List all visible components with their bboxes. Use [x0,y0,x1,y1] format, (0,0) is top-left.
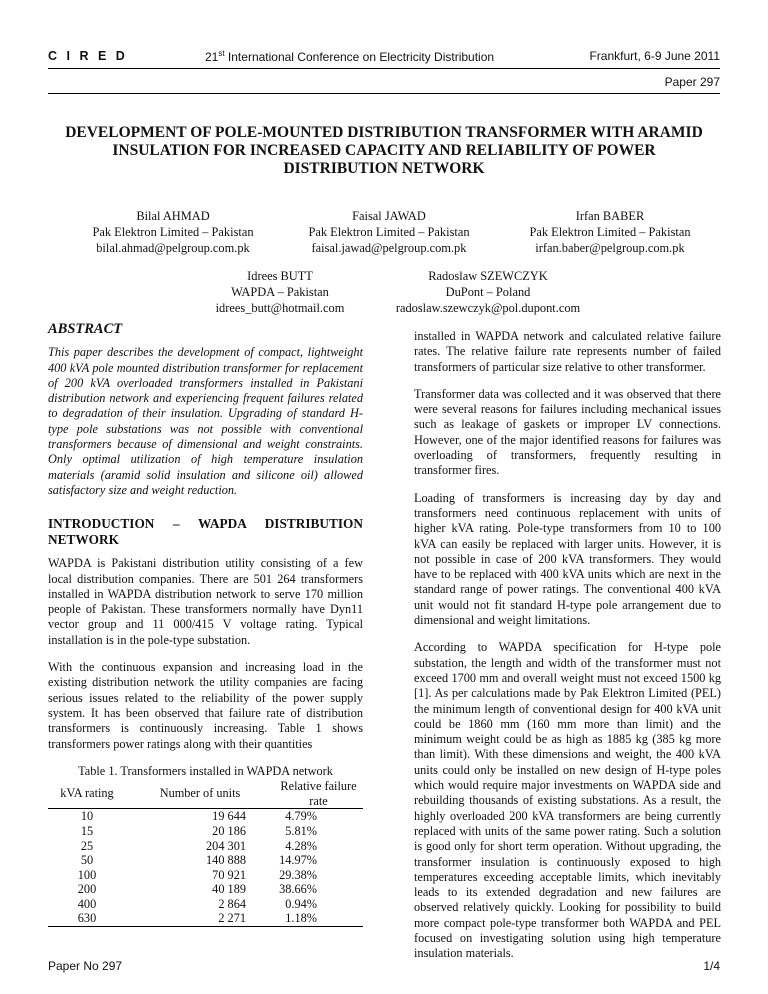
table-cell: 100 [77,867,97,882]
table-cell: 200 [77,882,97,897]
author-email: bilal.ahmad@pelgroup.com.pk [96,241,250,255]
author-email: faisal.jawad@pelgroup.com.pk [311,241,467,255]
author-email: radoslaw.szewczyk@pol.dupont.com [395,301,581,315]
table-cell: 4.28% [285,838,317,853]
author-name: Irfan BABER [575,209,645,223]
table-cell: 140 888 [206,853,246,868]
table-cell: 630 [48,911,126,926]
table-cell: 4.79% [285,809,317,824]
footer-paper-number: Paper No 297 [48,959,123,973]
author-affiliation: Pak Elektron Limited – Pakistan [92,225,254,239]
right-column [414,329,721,974]
footer-page-number: 1/4 [703,959,720,973]
header-divider [48,68,720,69]
author-block-3 [505,208,715,256]
conference-name-rest: International Conference on Electricity Distribution [224,50,495,64]
author-email: idrees_butt@hotmail.com [215,301,345,315]
table-cell: 19 644 [212,809,246,824]
body-paragraph-1: installed in WAPDA network and calculated relative failure rates. The relative failure rate represents number of failed transformers of particular size relative to other transformer. [414,329,721,374]
table-cell: 5.81% [285,823,317,838]
table-caption: Table 1. Transformers installed in WAPDA network [78,763,333,778]
table-cell: 2 864 [218,896,246,911]
author-block-1 [68,208,278,256]
author-email: irfan.baber@pelgroup.com.pk [535,241,685,255]
table-cell: 50 [80,853,94,868]
table-row [48,809,363,824]
section-heading-introduction: INTRODUCTION – WAPDA DISTRIBUTION NETWORK [48,516,363,548]
table-cell: 2 271 [126,911,274,926]
intro-paragraph-1: WAPDA is Pakistani distribution utility consisting of a few local distribution companies. There are 501 264 transformers installed in WAPDA distribution network to serve 170 million people of Pakistan. These transformers normally have Dyn11 vector group and 11 000/415 V voltage rating. Typical installation is in the pole-type substation. [48,556,363,647]
table-row [48,868,363,883]
author-name: Radoslaw SZEWCZYK [428,269,548,283]
table-header-kva: kVA rating [48,779,126,809]
author-block-5 [368,268,608,316]
body-paragraph-2: Transformer data was collected and it was observed that there were several reasons for failures including mechanical issues such as leakage of gaskets or improper LV connections. However, one of the major identified reasons for failures was overloading of transformers, frequently resulting in transformer fires. [414,386,721,478]
table-cell: 40 189 [212,882,246,897]
table-row [48,853,363,868]
body-paragraph-3: Loading of transformers is increasing day by day and transformers need continuous replacement with units of higher kVA rating. Pole-type transformers from 10 to 100 kVA can easily be replaced with larger units. However, it is not possible in case of 200 kVA transformers. They would have to be replaced with 400 kVA units which are next in the standard range of power ratings. The conventional 400 kVA unit would not fit standard H-type pole arrangement due to dimensional and weight limitations. [414,490,721,628]
author-name: Idrees BUTT [247,269,313,283]
author-affiliation: Pak Elektron Limited – Pakistan [529,225,691,239]
author-affiliation: WAPDA – Pakistan [231,285,329,299]
table-row [48,839,363,854]
cired-logo-text: C I R E D [48,49,128,63]
table-row [48,897,363,912]
table-cell: 70 921 [212,867,246,882]
paper-title: DEVELOPMENT OF POLE-MOUNTED DISTRIBUTION TRANSFORMER WITH ARAMID INSULATION FOR INCREASED CAPACITY AND RELIABILITY OF POWER DISTRIBUTION NETWORK [65,124,703,177]
header-divider-lower [48,93,720,94]
conference-name [205,49,494,64]
author-name: Faisal JAWAD [352,209,426,223]
table-row [48,824,363,839]
table-cell: 0.94% [285,896,317,911]
body-paragraph-4: According to WAPDA specification for H-type pole substation, the length and width of the transformer must not exceed 1700 mm and overall weight must not exceed 1500 kg [1]. As per calculations made by Pak Elektron Limited (PEL) the minimum length of conventional design for 400 kVA unit could be 1860 mm (160 mm more than limit) and the minimum weight could be as high as 1885 kg (385 kg more than limit). With these dimensions and weight, the 400 kVA units could only be installed on new design of H-type poles which would require major investments on WAPDA side and rebuilding thousands of existing substations. As a result, the highly overloaded 200 kVA transformers are being currently replaced with units of the same power rating. Such a solution is good only for short term operation. Without upgrading, the transformer insulation is continuously exposed to high temperatures exceeding acceptable limits, which inevitably leads to its extended degradation and new failures are observed relatively quickly. Looking for possibility to build more compact pole-type transformer both WAPDA and PEL focused on investigating solution using high temperature insulation materials. [414,640,721,961]
table-cell: 25 [80,838,94,853]
conference-ordinal: 21 [205,50,219,64]
table-cell: 1.18% [274,911,363,926]
author-affiliation: DuPont – Poland [445,285,531,299]
table-cell: 15 [80,823,94,838]
table-row [48,882,363,897]
table-header-units: Number of units [126,779,274,809]
intro-paragraph-2: With the continuous expansion and increasing load in the existing distribution network the utility companies are facing serious issues related to the reliability of the power supply system. It has been observed that failure rate of distribution transformers is continuously increasing. Table 1 shows transformers power ratings along with their quantities [48,660,363,751]
author-name: Bilal AHMAD [136,209,210,223]
table-cell: 400 [77,896,97,911]
table-cell: 20 186 [212,823,246,838]
author-affiliation: Pak Elektron Limited – Pakistan [308,225,470,239]
table-row [48,911,363,926]
table-cell: 14.97% [279,853,317,868]
left-column [48,322,363,927]
table-cell: 10 [80,809,94,824]
transformers-table [48,779,363,927]
table-header-failure-rate: Relative failure rate [274,779,363,809]
conference-location-date: Frankfurt, 6-9 June 2011 [589,49,720,63]
table-cell: 204 301 [206,838,246,853]
table-cell: 29.38% [279,867,317,882]
author-block-2 [284,208,494,256]
abstract-text: This paper describes the development of compact, lightweight 400 kVA pole mounted distribution transformer for replacement of 200 kVA overloaded transformers installed in Pakistani distribution network and experiencing frequent failures related to degradation of their insulation. Upgrading of standard H-type pole substations was not possible with conventional transformers because of dimensional and weight constraints. Only optimal utilization of high temperature insulation materials (aramid solid insulation and silicone oil) allowed satisfactory size and weight reduction. [48,345,363,497]
author-block-4 [180,268,380,316]
paper-number-label: Paper 297 [664,75,720,89]
table-cell: 38.66% [279,882,317,897]
table-header-row [48,779,363,809]
conference-ordinal-suffix: st [218,49,225,58]
abstract-heading: ABSTRACT [48,321,123,337]
